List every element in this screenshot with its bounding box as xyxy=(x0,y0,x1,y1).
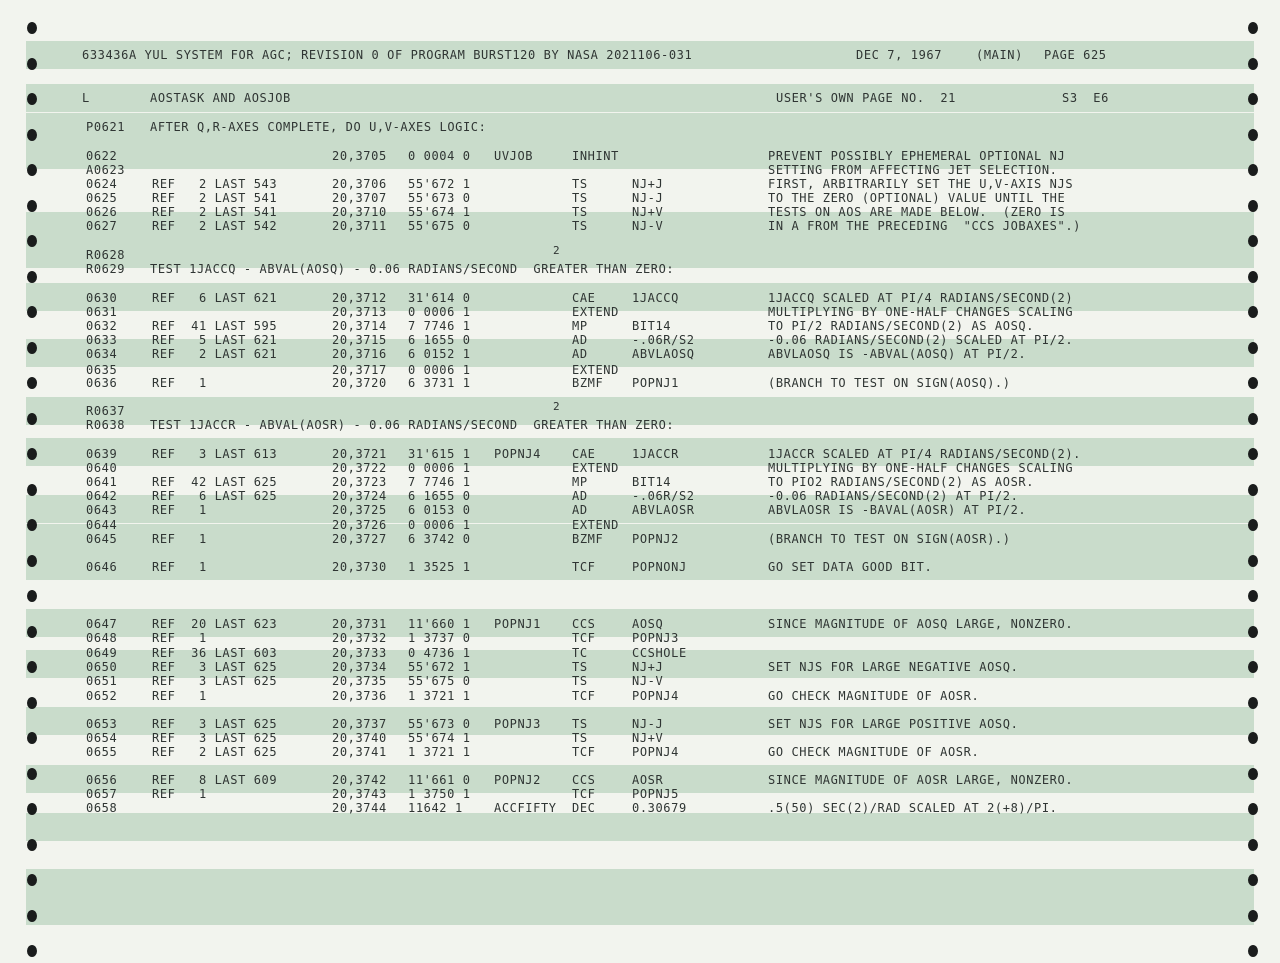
line-operand: NJ-V xyxy=(632,674,664,688)
line-comment: SINCE MAGNITUDE OF AOSR LARGE, NONZERO. xyxy=(768,773,1074,787)
line-comment: SET NJS FOR LARGE NEGATIVE AOSQ. xyxy=(768,660,1019,674)
listing-date: DEC 7, 1967 xyxy=(856,48,943,62)
line-addr: 20,3741 xyxy=(332,745,387,759)
line-seq: 0627 xyxy=(86,219,118,233)
line-ref: REF 2 LAST 542 xyxy=(152,219,278,233)
line-addr: 20,3710 xyxy=(332,205,387,219)
line-seq: 0626 xyxy=(86,205,118,219)
line-op: TCF xyxy=(572,689,596,703)
line-seq: 0650 xyxy=(86,660,118,674)
line-code: 55'672 1 xyxy=(408,177,471,191)
left-tractor-hole xyxy=(27,484,37,496)
line-comment: FIRST, ARBITRARILY SET THE U,V-AXIS NJS xyxy=(768,177,1074,191)
line-ref: REF 3 LAST 613 xyxy=(152,447,278,461)
line-seq: R0637 xyxy=(86,404,126,418)
line-seq: 0639 xyxy=(86,447,118,461)
line-label: UVJOB xyxy=(494,149,534,163)
line-addr: 20,3725 xyxy=(332,503,387,517)
left-tractor-hole xyxy=(27,377,37,389)
line-ref: REF 1 xyxy=(152,503,207,517)
line-seq: 0652 xyxy=(86,689,118,703)
right-tractor-hole xyxy=(1248,803,1258,815)
line-ref: REF 8 LAST 609 xyxy=(152,773,278,787)
line-ref: REF 3 LAST 625 xyxy=(152,660,278,674)
line-ref: REF 6 LAST 621 xyxy=(152,291,278,305)
line-code: 7 7746 1 xyxy=(408,475,471,489)
line-code: 55'674 1 xyxy=(408,205,471,219)
line-seq: 0625 xyxy=(86,191,118,205)
line-code: 6 3731 1 xyxy=(408,376,471,390)
line-ref: REF 1 xyxy=(152,631,207,645)
line-seq: 0641 xyxy=(86,475,118,489)
right-tractor-hole xyxy=(1248,945,1258,957)
line-code: 1 3721 1 xyxy=(408,745,471,759)
line-ref: REF 3 LAST 625 xyxy=(152,674,278,688)
line-seq: 0649 xyxy=(86,646,118,660)
line-operand: BIT14 xyxy=(632,475,672,489)
line-seq: A0623 xyxy=(86,163,126,177)
line-comment: TO PIO2 RADIANS/SECOND(2) AS AOSR. xyxy=(768,475,1035,489)
line-code: 11642 1 xyxy=(408,801,463,815)
line-code: 7 7746 1 xyxy=(408,319,471,333)
line-code: 55'673 0 xyxy=(408,191,471,205)
line-seq: 0635 xyxy=(86,363,118,377)
line-op: EXTEND xyxy=(572,461,619,475)
right-tractor-hole xyxy=(1248,129,1258,141)
right-tractor-hole xyxy=(1248,874,1258,886)
left-tractor-hole xyxy=(27,839,37,851)
left-tractor-hole xyxy=(27,22,37,34)
line-addr: 20,3744 xyxy=(332,801,387,815)
line-addr: 20,3740 xyxy=(332,731,387,745)
line-seq: R0629 xyxy=(86,262,126,276)
line-addr: 20,3726 xyxy=(332,518,387,532)
line-addr: 20,3735 xyxy=(332,674,387,688)
right-tractor-hole xyxy=(1248,200,1258,212)
line-code: 6 0153 0 xyxy=(408,503,471,517)
line-code: 6 0152 1 xyxy=(408,347,471,361)
line-ref: REF 1 xyxy=(152,376,207,390)
line-addr: 20,3705 xyxy=(332,149,387,163)
line-addr: 20,3732 xyxy=(332,631,387,645)
line-op: EXTEND xyxy=(572,518,619,532)
line-code: 1 3750 1 xyxy=(408,787,471,801)
line-operand: 0.30679 xyxy=(632,801,687,815)
line-operand: -.06R/S2 xyxy=(632,489,695,503)
line-ref: REF 1 xyxy=(152,689,207,703)
line-addr: 20,3711 xyxy=(332,219,387,233)
line-seq: 0653 xyxy=(86,717,118,731)
line-comment: 1JACCR SCALED AT PI/4 RADIANS/SECOND(2). xyxy=(768,447,1081,461)
line-comment: PREVENT POSSIBLY EPHEMERAL OPTIONAL NJ xyxy=(768,149,1066,163)
line-op: TS xyxy=(572,177,588,191)
line-code: 31'615 1 xyxy=(408,447,471,461)
right-tractor-hole xyxy=(1248,306,1258,318)
line-addr: 20,3737 xyxy=(332,717,387,731)
right-tractor-hole xyxy=(1248,555,1258,567)
right-tractor-hole xyxy=(1248,271,1258,283)
right-tractor-hole xyxy=(1248,235,1258,247)
line-code: 0 0006 1 xyxy=(408,461,471,475)
right-tractor-hole xyxy=(1248,413,1258,425)
line-ref: REF 1 xyxy=(152,787,207,801)
left-tractor-hole xyxy=(27,768,37,780)
line-comment: GO CHECK MAGNITUDE OF AOSR. xyxy=(768,689,980,703)
line-operand: NJ-V xyxy=(632,219,664,233)
line-operand: CCSHOLE xyxy=(632,646,687,660)
left-tractor-hole xyxy=(27,732,37,744)
line-seq: 0640 xyxy=(86,461,118,475)
line-comment: GO SET DATA GOOD BIT. xyxy=(768,560,933,574)
line-label: ACCFIFTY xyxy=(494,801,557,815)
right-tractor-hole xyxy=(1248,519,1258,531)
line-code: 55'674 1 xyxy=(408,731,471,745)
line-op: TS xyxy=(572,717,588,731)
line-addr: 20,3716 xyxy=(332,347,387,361)
line-addr: 20,3715 xyxy=(332,333,387,347)
right-tractor-hole xyxy=(1248,768,1258,780)
line-ref: REF 2 LAST 543 xyxy=(152,177,278,191)
line-seq: 0648 xyxy=(86,631,118,645)
line-comment: -0.06 RADIANS/SECOND(2) AT PI/2. xyxy=(768,489,1019,503)
line-operand: POPNJ1 xyxy=(632,376,679,390)
line-op: MP xyxy=(572,475,588,489)
line-code: 0 0006 1 xyxy=(408,363,471,377)
line-ref: REF 2 LAST 541 xyxy=(152,205,278,219)
left-tractor-hole xyxy=(27,58,37,70)
right-tractor-hole xyxy=(1248,342,1258,354)
listing-section: (MAIN) xyxy=(976,48,1023,62)
line-addr: 20,3720 xyxy=(332,376,387,390)
line-op: TCF xyxy=(572,745,596,759)
line-seq: 0631 xyxy=(86,305,118,319)
listing-title: 633436A YUL SYSTEM FOR AGC; REVISION 0 OF PROGRAM BURST120 BY NASA 2021106-031 xyxy=(82,48,693,62)
line-seq: 0642 xyxy=(86,489,118,503)
line-seq: 0630 xyxy=(86,291,118,305)
right-tractor-hole xyxy=(1248,626,1258,638)
right-tractor-hole xyxy=(1248,58,1258,70)
line-text: AFTER Q,R-AXES COMPLETE, DO U,V-AXES LOGIC: xyxy=(150,120,487,134)
left-tractor-holes xyxy=(0,0,26,963)
line-operand: POPNJ2 xyxy=(632,532,679,546)
revision-code: S3 E6 xyxy=(1062,91,1109,105)
line-op: CAE xyxy=(572,291,596,305)
line-comment: -0.06 RADIANS/SECOND(2) SCALED AT PI/2. xyxy=(768,333,1074,347)
left-tractor-hole xyxy=(27,306,37,318)
line-comment: ABVLAOSR IS -BAVAL(AOSR) AT PI/2. xyxy=(768,503,1027,517)
line-op: TS xyxy=(572,674,588,688)
line-seq: 0655 xyxy=(86,745,118,759)
line-seq: 0657 xyxy=(86,787,118,801)
line-op: AD xyxy=(572,489,588,503)
line-operand: AOSR xyxy=(632,773,664,787)
left-tractor-hole xyxy=(27,93,37,105)
line-addr: 20,3736 xyxy=(332,689,387,703)
line-comment: GO CHECK MAGNITUDE OF AOSR. xyxy=(768,745,980,759)
right-tractor-hole xyxy=(1248,732,1258,744)
superscript-2: 2 xyxy=(553,400,560,413)
line-text: TEST 1JACCQ - ABVAL(AOSQ) - 0.06 RADIANS/SECOND GREATER THAN ZERO: xyxy=(150,262,675,276)
line-code: 6 1655 0 xyxy=(408,333,471,347)
line-operand: POPNJ4 xyxy=(632,689,679,703)
line-ref: REF 6 LAST 625 xyxy=(152,489,278,503)
line-code: 6 3742 0 xyxy=(408,532,471,546)
line-code: 0 0004 0 xyxy=(408,149,471,163)
line-operand: 1JACCQ xyxy=(632,291,679,305)
left-tractor-hole xyxy=(27,235,37,247)
line-op: DEC xyxy=(572,801,596,815)
line-operand: POPNJ3 xyxy=(632,631,679,645)
line-op: AD xyxy=(572,333,588,347)
line-code: 1 3525 1 xyxy=(408,560,471,574)
line-seq: 0633 xyxy=(86,333,118,347)
line-seq: 0656 xyxy=(86,773,118,787)
line-seq: 0644 xyxy=(86,518,118,532)
line-op: AD xyxy=(572,347,588,361)
left-tractor-hole xyxy=(27,590,37,602)
line-seq: 0651 xyxy=(86,674,118,688)
line-operand: POPNJ4 xyxy=(632,745,679,759)
line-seq: 0646 xyxy=(86,560,118,574)
line-operand: POPNJ5 xyxy=(632,787,679,801)
line-ref: REF 1 xyxy=(152,560,207,574)
user-page-number: USER'S OWN PAGE NO. 21 xyxy=(776,91,956,105)
left-tractor-hole xyxy=(27,910,37,922)
line-comment: SET NJS FOR LARGE POSITIVE AOSQ. xyxy=(768,717,1019,731)
line-comment: (BRANCH TO TEST ON SIGN(AOSR).) xyxy=(768,532,1011,546)
line-comment: ABVLAOSQ IS -ABVAL(AOSQ) AT PI/2. xyxy=(768,347,1027,361)
line-addr: 20,3713 xyxy=(332,305,387,319)
line-addr: 20,3717 xyxy=(332,363,387,377)
line-code: 31'614 0 xyxy=(408,291,471,305)
line-operand: 1JACCR xyxy=(632,447,679,461)
line-code: 0 0006 1 xyxy=(408,305,471,319)
line-code: 55'675 0 xyxy=(408,674,471,688)
line-addr: 20,3730 xyxy=(332,560,387,574)
left-tractor-hole xyxy=(27,200,37,212)
line-comment: IN A FROM THE PRECEDING "CCS JOBAXES".) xyxy=(768,219,1081,233)
line-addr: 20,3743 xyxy=(332,787,387,801)
superscript-2: 2 xyxy=(553,244,560,257)
line-op: TCF xyxy=(572,631,596,645)
left-tractor-hole xyxy=(27,945,37,957)
left-tractor-hole xyxy=(27,448,37,460)
line-code: 0 0006 1 xyxy=(408,518,471,532)
line-op: MP xyxy=(572,319,588,333)
line-label: POPNJ1 xyxy=(494,617,541,631)
line-seq: 0634 xyxy=(86,347,118,361)
line-code: 55'672 1 xyxy=(408,660,471,674)
line-op: EXTEND xyxy=(572,363,619,377)
line-comment: .5(50) SEC(2)/RAD SCALED AT 2(+8)/PI. xyxy=(768,801,1058,815)
line-op: TCF xyxy=(572,787,596,801)
line-operand: ABVLAOSQ xyxy=(632,347,695,361)
line-op: EXTEND xyxy=(572,305,619,319)
line-op: TCF xyxy=(572,560,596,574)
right-tractor-hole xyxy=(1248,697,1258,709)
line-ref: REF 2 LAST 621 xyxy=(152,347,278,361)
line-label: POPNJ3 xyxy=(494,717,541,731)
left-tractor-hole xyxy=(27,519,37,531)
right-tractor-hole xyxy=(1248,164,1258,176)
line-label: POPNJ4 xyxy=(494,447,541,461)
right-tractor-hole xyxy=(1248,590,1258,602)
line-ref: REF 5 LAST 621 xyxy=(152,333,278,347)
line-code: 11'661 0 xyxy=(408,773,471,787)
left-tractor-hole xyxy=(27,874,37,886)
line-ref: REF 1 xyxy=(152,532,207,546)
greenbar-band xyxy=(26,897,1254,925)
line-addr: 20,3742 xyxy=(332,773,387,787)
left-tractor-hole xyxy=(27,697,37,709)
right-tractor-holes xyxy=(1254,0,1280,963)
line-comment: MULTIPLYING BY ONE-HALF CHANGES SCALING xyxy=(768,305,1074,319)
routine-name: AOSTASK AND AOSJOB xyxy=(150,91,291,105)
line-op: CCS xyxy=(572,617,596,631)
right-tractor-hole xyxy=(1248,93,1258,105)
left-tractor-hole xyxy=(27,803,37,815)
line-code: 1 3721 1 xyxy=(408,689,471,703)
left-tractor-hole xyxy=(27,164,37,176)
line-comment: 1JACCQ SCALED AT PI/4 RADIANS/SECOND(2) xyxy=(768,291,1074,305)
line-code: 0 4736 1 xyxy=(408,646,471,660)
left-tractor-hole xyxy=(27,342,37,354)
right-tractor-hole xyxy=(1248,484,1258,496)
line-op: BZMF xyxy=(572,532,604,546)
line-addr: 20,3721 xyxy=(332,447,387,461)
line-op: AD xyxy=(572,503,588,517)
line-op: TS xyxy=(572,660,588,674)
line-operand: NJ-J xyxy=(632,717,664,731)
page-number: PAGE 625 xyxy=(1044,48,1107,62)
line-operand: -.06R/S2 xyxy=(632,333,695,347)
line-addr: 20,3731 xyxy=(332,617,387,631)
line-op: TS xyxy=(572,219,588,233)
line-addr: 20,3714 xyxy=(332,319,387,333)
line-addr: 20,3712 xyxy=(332,291,387,305)
line-seq: 0643 xyxy=(86,503,118,517)
line-addr: 20,3723 xyxy=(332,475,387,489)
right-tractor-hole xyxy=(1248,910,1258,922)
line-comment: TO PI/2 RADIANS/SECOND(2) AS AOSQ. xyxy=(768,319,1035,333)
line-addr: 20,3734 xyxy=(332,660,387,674)
line-seq: 0624 xyxy=(86,177,118,191)
line-label: POPNJ2 xyxy=(494,773,541,787)
line-seq: 0645 xyxy=(86,532,118,546)
line-op: CCS xyxy=(572,773,596,787)
line-comment: TO THE ZERO (OPTIONAL) VALUE UNTIL THE xyxy=(768,191,1066,205)
line-code: 11'660 1 xyxy=(408,617,471,631)
line-seq: 0654 xyxy=(86,731,118,745)
left-tractor-hole xyxy=(27,413,37,425)
line-operand: NJ+V xyxy=(632,731,664,745)
line-seq: R0638 xyxy=(86,418,126,432)
line-comment: TESTS ON AOS ARE MADE BELOW. (ZERO IS xyxy=(768,205,1066,219)
line-seq: 0622 xyxy=(86,149,118,163)
line-ref: REF 3 LAST 625 xyxy=(152,731,278,745)
line-text: TEST 1JACCR - ABVAL(AOSR) - 0.06 RADIANS/SECOND GREATER THAN ZERO: xyxy=(150,418,675,432)
left-tractor-hole xyxy=(27,129,37,141)
line-operand: NJ+V xyxy=(632,205,664,219)
line-seq: 0647 xyxy=(86,617,118,631)
line-addr: 20,3707 xyxy=(332,191,387,205)
right-tractor-hole xyxy=(1248,839,1258,851)
line-seq: P0621 xyxy=(86,120,126,134)
greenbar-band xyxy=(26,869,1254,897)
line-op: TS xyxy=(572,191,588,205)
line-operand: ABVLAOSR xyxy=(632,503,695,517)
right-tractor-hole xyxy=(1248,448,1258,460)
line-comment: SETTING FROM AFFECTING JET SELECTION. xyxy=(768,163,1058,177)
left-tractor-hole xyxy=(27,271,37,283)
left-tractor-hole xyxy=(27,555,37,567)
line-code: 6 1655 0 xyxy=(408,489,471,503)
line-op: TC xyxy=(572,646,588,660)
line-ref: REF 2 LAST 541 xyxy=(152,191,278,205)
line-code: 55'675 0 xyxy=(408,219,471,233)
line-operand: POPNONJ xyxy=(632,560,687,574)
line-comment: (BRANCH TO TEST ON SIGN(AOSQ).) xyxy=(768,376,1011,390)
line-addr: 20,3727 xyxy=(332,532,387,546)
line-operand: NJ-J xyxy=(632,191,664,205)
line-ref: REF 3 LAST 625 xyxy=(152,717,278,731)
line-ref: REF 20 LAST 623 xyxy=(152,617,278,631)
right-tractor-hole xyxy=(1248,377,1258,389)
line-seq: R0628 xyxy=(86,248,126,262)
line-addr: 20,3706 xyxy=(332,177,387,191)
line-operand: NJ+J xyxy=(632,177,664,191)
right-tractor-hole xyxy=(1248,661,1258,673)
line-seq: 0658 xyxy=(86,801,118,815)
line-op: INHINT xyxy=(572,149,619,163)
line-addr: 20,3733 xyxy=(332,646,387,660)
line-op: BZMF xyxy=(572,376,604,390)
line-comment: MULTIPLYING BY ONE-HALF CHANGES SCALING xyxy=(768,461,1074,475)
line-operand: NJ+J xyxy=(632,660,664,674)
line-seq: 0632 xyxy=(86,319,118,333)
listing-flag: L xyxy=(82,91,90,105)
greenbar-band xyxy=(26,813,1254,841)
line-ref: REF 41 LAST 595 xyxy=(152,319,278,333)
line-op: TS xyxy=(572,731,588,745)
line-operand: AOSQ xyxy=(632,617,664,631)
line-op: TS xyxy=(572,205,588,219)
right-tractor-hole xyxy=(1248,22,1258,34)
line-ref: REF 2 LAST 625 xyxy=(152,745,278,759)
line-op: CAE xyxy=(572,447,596,461)
line-code: 1 3737 0 xyxy=(408,631,471,645)
line-ref: REF 36 LAST 603 xyxy=(152,646,278,660)
greenbar-band xyxy=(26,141,1254,169)
left-tractor-hole xyxy=(27,661,37,673)
left-tractor-hole xyxy=(27,626,37,638)
line-addr: 20,3722 xyxy=(332,461,387,475)
line-seq: 0636 xyxy=(86,376,118,390)
line-addr: 20,3724 xyxy=(332,489,387,503)
line-comment: SINCE MAGNITUDE OF AOSQ LARGE, NONZERO. xyxy=(768,617,1074,631)
line-code: 55'673 0 xyxy=(408,717,471,731)
line-operand: BIT14 xyxy=(632,319,672,333)
line-ref: REF 42 LAST 625 xyxy=(152,475,278,489)
